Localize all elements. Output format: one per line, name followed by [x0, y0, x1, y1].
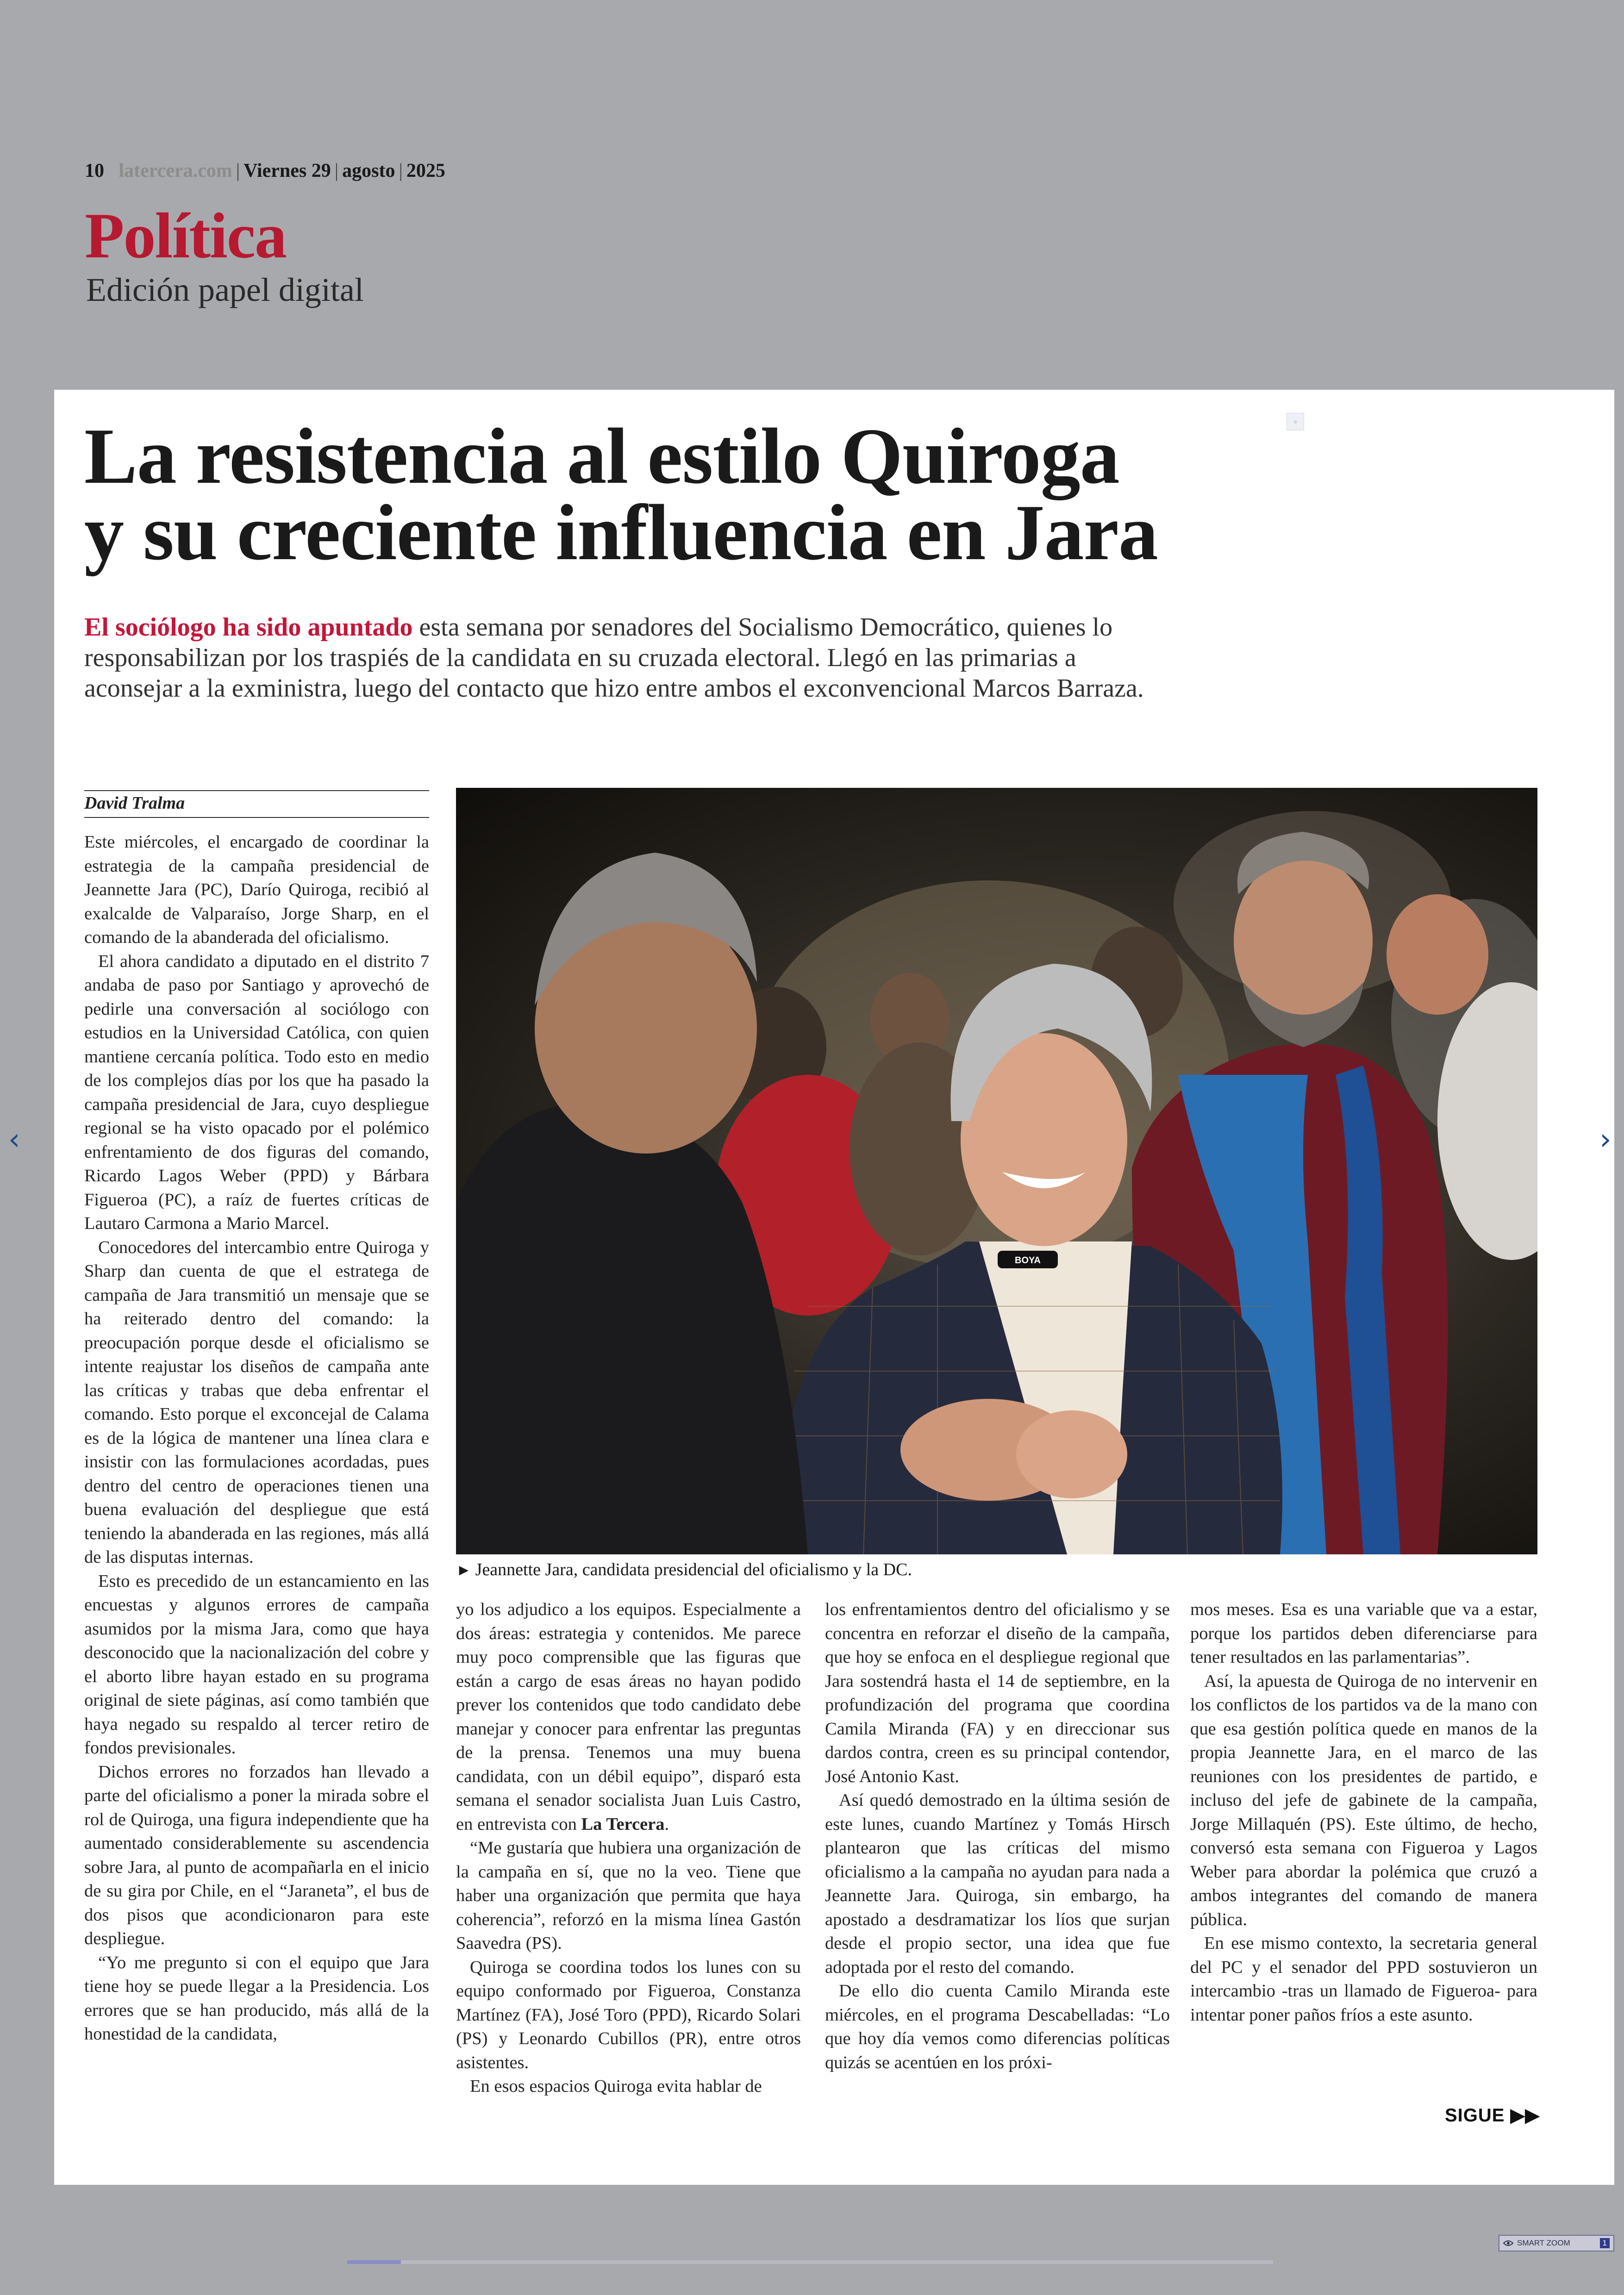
eye-icon: [1503, 2240, 1513, 2246]
paragraph: Este miércoles, el encargado de coordinar la estrategia de la campaña presidencial de Jeannette Jara (PC), Darío Quiroga, recibió al exalcalde de Valparaíso, Jorge Sharp, en el comando de la abanderada del oficialismo.: [84, 832, 429, 947]
headline-line-1: La resistencia al estilo Quiroga: [84, 412, 1119, 500]
page-progress-fill: [347, 2260, 401, 2264]
paragraph: Así quedó demostrado en la última sesión de este lunes, cuando Martínez y Tomás Hirsch plantearon que las críticas del mismo oficialismo a la campaña no ayudan para nada a Jeannette Jara. Quiroga, sin embargo, ha apostado a desdramatizar los líos que surjan desde el propio sector, una idea que fue adoptada por el resto del comando.: [825, 1790, 1170, 1977]
paragraph: los enfrentamientos dentro del oficialismo y se concentra en reforzar el diseño de la campaña, que hoy se enfoca en el despliegue regional que Jara sostendrá hasta el 14 de septiembre, en la profundización del programa que coordina Camila Miranda (FA) y en direccionar sus dardos contra, creen es su principal contendor, José Antonio Kast.: [825, 1600, 1170, 1786]
page-link-icon[interactable]: ▫: [1287, 413, 1304, 430]
paragraph: De ello dio cuenta Camilo Miranda este miércoles, en el programa Descabelladas: “Lo que hoy día vemos como diferencias políticas quizás se acentúen en los próxi-: [825, 1981, 1170, 2072]
smart-zoom-count: 1: [1600, 2238, 1610, 2248]
paragraph: “Yo me pregunto si con el equipo que Jara tiene hoy se puede llegar a la Presidencia. Los errores que se han producido, más allá de la honestidad de la candidata,: [84, 1952, 429, 2044]
issue-year: 2025: [406, 160, 445, 181]
page-progress-bar[interactable]: [347, 2260, 1273, 2264]
issue-month: agosto: [342, 160, 395, 181]
body-column-2: [456, 1598, 801, 2099]
article-lead: [84, 612, 1163, 704]
site-name: latercera.com: [119, 160, 232, 181]
photo-illustration: [456, 788, 1537, 1554]
section-title: Política: [85, 200, 286, 272]
body-column-3: [825, 1598, 1170, 2075]
paragraph: Así, la apuesta de Quiroga de no intervenir en los conflictos de los partidos va de la mano con que esa gestión política quede en manos de la propia Jeannette Jara, en el marco de las reuniones con los presidentes de partido, e incluso del jefe de gabinete de la campaña, Jorge Millaquén (PS). Este último, de hecho, conversó esta semana con Figueroa y Lagos Weber para abordar la polémica que cruzó a ambos integrantes del comando de manera pública.: [1190, 1671, 1537, 1929]
paragraph: En ese mismo contexto, la secretaria general del PC y el senador del PPD sostuvieron un intercambio -tras un llamado de Figueroa- para intentar poner paños fríos a este asunto.: [1190, 1933, 1537, 2025]
paragraph: Esto es precedido de un estancamiento en las encuestas y algunos errores de campaña asumidos por la misma Jara, como que haya desconocido que la nacionalización del cobre y el aborto libre hayan estado en su programa original de siete páginas, así como también que haya negado su respaldo al tercer retiro de fondos previsionales.: [84, 1571, 429, 1758]
next-page-arrow-icon[interactable]: ›: [1599, 1123, 1612, 1157]
paragraph: yo los adjudico a los equipos. Especialmente a dos áreas: estrategia y contenidos. Me parece muy poco comprensible que las figuras que están a cargo de esas áreas no hayan podido prever los contenidos que todo candidato debe manejar y conocer para enfrentar las preguntas de la prensa. Tenemos una muy buena candidata, con un débil equipo”, disparó esta semana el senador socialista Juan Luis Castro, en entrevista con La Tercera.: [456, 1600, 801, 1834]
continue-marker: SIGUE ▶▶: [1445, 2105, 1540, 2126]
author-byline: David Tralma: [84, 790, 429, 818]
paragraph: Conocedores del intercambio entre Quiroga y Sharp dan cuenta de que el estratega de campaña de Jara transmitió un mensaje que se ha reiterado dentro del comando: la preocupación porque desde el oficialismo se intente reajustar los diseños de campaña ante las críticas y trabas que deba enfrentar el comando. Esto porque el exconcejal de Calama es de la lógica de mantener una línea clara e insistir con las formulaciones acordadas, pues dentro del centro de operaciones tienen una buena evaluación del despliegue que está teniendo la abanderada en las regiones, más allá de las disputas internas.: [84, 1237, 429, 1567]
prev-page-arrow-icon[interactable]: ‹: [8, 1123, 20, 1157]
article-headline: [84, 412, 1334, 577]
microphone-badge-text: BOYA: [1015, 1255, 1041, 1266]
caption-marker: ►: [456, 1562, 472, 1579]
smart-zoom-button[interactable]: [1499, 2235, 1614, 2251]
issue-day: Viernes 29: [244, 160, 331, 181]
caption-text: Jeannette Jara, candidata presidencial del oficialismo y la DC.: [475, 1560, 912, 1579]
paragraph: “Me gustaría que hubiera una organización de la campaña en sí, que no la veo. Tiene que haber una organización que permita que haya coherencia”, reforzó en la misma línea Gastón Saavedra (PS).: [456, 1838, 801, 1953]
page-masthead: 10 latercera.com | Viernes 29 | agosto | 2025: [85, 160, 445, 181]
paragraph: mos meses. Esa es una variable que va a estar, porque los partidos deben diferenciarse para tener resultados en las parlamentarias”.: [1190, 1600, 1537, 1667]
newspaper-page: [54, 390, 1614, 2185]
lead-highlight: El sociólogo ha sido apuntado: [84, 613, 413, 642]
paragraph: El ahora candidato a diputado en el distrito 7 andaba de paso por Santiago y aprovechó de pedirle una conversación al sociólogo con estudios en la Universidad Católica, con quien mantiene cercanía política. Todo esto en medio de los complejos días por los que ha pasado la campaña presidencial de Jara, cuyo despliegue regional se ha visto opacado por el polémico enfrentamiento de dos figuras del comando, Ricardo Lagos Weber (PPD) y Bárbara Figueroa (PC), a raíz de fuertes críticas de Lautaro Carmona a Mario Marcel.: [84, 951, 429, 1233]
page-number: 10: [85, 160, 104, 181]
smart-zoom-label: SMART ZOOM: [1517, 2239, 1570, 2247]
headline-line-2: y su creciente influencia en Jara: [84, 489, 1158, 577]
section-subtitle: Edición papel digital: [86, 271, 364, 308]
photo-caption: [456, 1559, 1537, 1580]
paragraph: Dichos errores no forzados han llevado a parte del oficialismo a poner la mirada sobre el rol de Quiroga, una figura independiente que ha aumentado considerablemente su ascendencia sobre Jara, al punto de acompañarla en el inicio de su gira por Chile, en el “Jaraneta”, el bus de dos pisos que acondicionaron para este despliegue.: [84, 1762, 429, 1948]
paragraph: Quiroga se coordina todos los lunes con su equipo conformado por Figueroa, Constanza Martínez (FA), José Toro (PPD), Ricardo Solari (PS) y Leonardo Cubillos (PR), entre otros asistentes.: [456, 1957, 801, 2072]
body-column-4: [1190, 1598, 1537, 2027]
article-photo[interactable]: [456, 788, 1537, 1554]
lead-text: esta semana por senadores del Socialismo Democrático, quienes lo responsabilizan por los traspiés de la candidata en su cruzada electoral. Llegó en las primarias a aconsejar a la exministra, luego del contacto que hizo entre ambos el exconvencional Marcos Barraza.: [84, 613, 1144, 703]
newspaper-name: La Tercera: [581, 1814, 665, 1834]
body-column-1: [84, 830, 429, 2046]
paragraph: En esos espacios Quiroga evita hablar de: [470, 2077, 762, 2096]
